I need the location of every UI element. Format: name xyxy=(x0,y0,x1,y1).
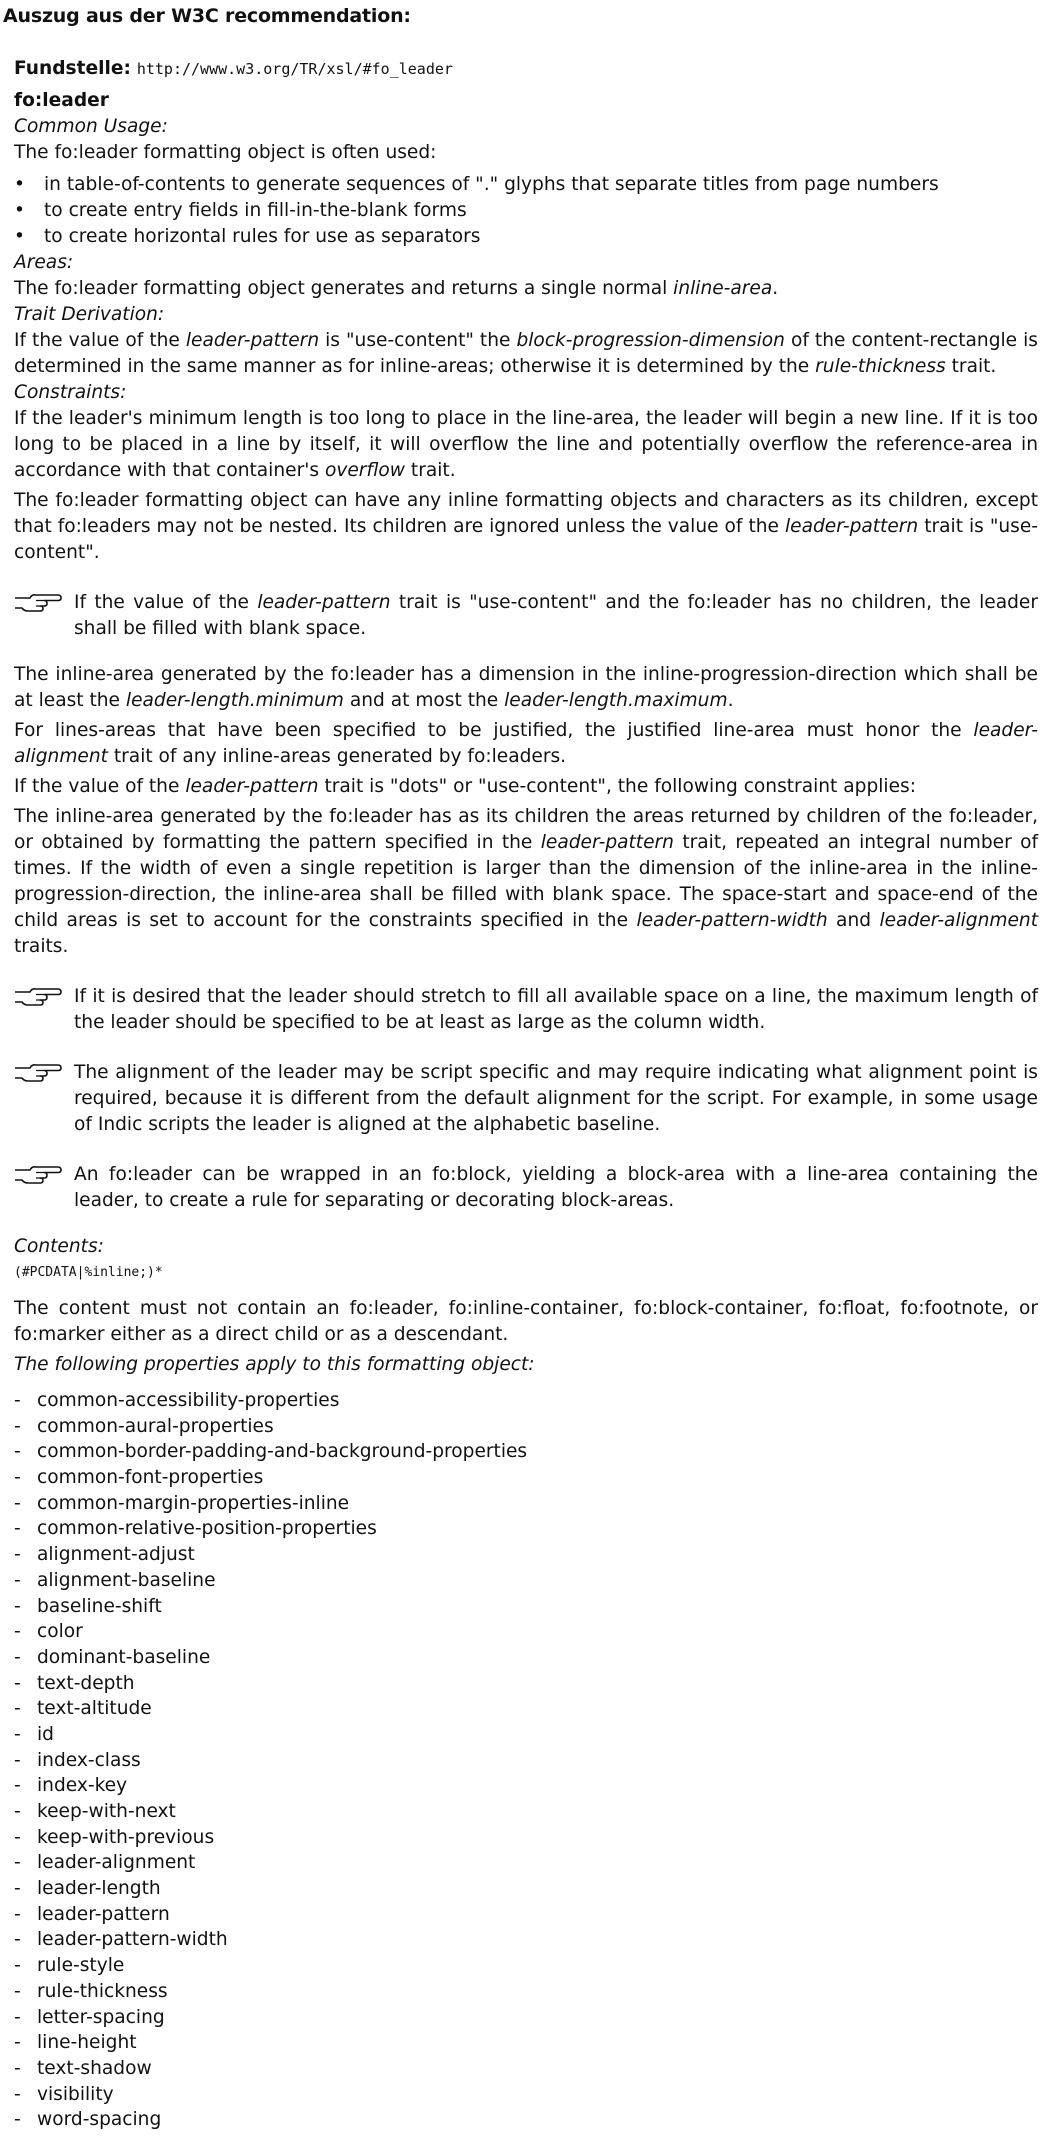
dash-icon: - xyxy=(14,2083,21,2105)
note-3: The alignment of the leader may be script specific and may require indicating what alignment point is required, because it is different from the default alignment for the script. For example, in some usage of Indic scripts the leader is aligned at the alphabetic baseline. xyxy=(14,1060,1038,1138)
dash-icon: - xyxy=(14,2006,21,2028)
dash-icon: - xyxy=(14,1852,21,1874)
constraints-paragraph-4: For lines-areas that have been specified to be justified, the justified line-area must honor the leader-alignment trait of any inline-areas generated by fo:leaders. xyxy=(14,720,1038,767)
source-line xyxy=(14,56,1038,82)
property-item xyxy=(14,1568,1038,1594)
property-item xyxy=(14,1645,1038,1671)
contents-model: (#PCDATA|%inline;)* xyxy=(14,1265,163,1280)
property-item xyxy=(14,1902,1038,1928)
property-name: common-border-padding-and-background-properties xyxy=(37,1441,528,1463)
property-name: id xyxy=(37,1723,54,1745)
property-name: alignment-adjust xyxy=(37,1544,195,1566)
property-name: index-key xyxy=(37,1775,128,1797)
property-item xyxy=(14,2005,1038,2031)
property-name: common-relative-position-properties xyxy=(37,1518,377,1540)
property-name: dominant-baseline xyxy=(37,1646,211,1668)
common-usage-list xyxy=(14,172,1038,250)
property-name: keep-with-previous xyxy=(37,1826,215,1848)
property-name: baseline-shift xyxy=(37,1595,162,1617)
source-url: http://www.w3.org/TR/xsl/#fo_leader xyxy=(136,60,453,78)
property-item xyxy=(14,1748,1038,1774)
dash-icon: - xyxy=(14,1775,21,1797)
areas-text: The fo:leader formatting object generates and returns a single normal inline-area. xyxy=(14,278,779,299)
dash-icon: - xyxy=(14,2109,21,2131)
note-2: If it is desired that the leader should stretch to fill all available space on a line, the maximum length of the leader should be specified to be at least as large as the column width. xyxy=(14,984,1038,1036)
property-name: word-spacing xyxy=(37,2109,162,2131)
page-heading: Auszug aus der W3C recommendation: xyxy=(3,5,411,27)
property-item xyxy=(14,1953,1038,1979)
dash-icon: - xyxy=(14,1646,21,1668)
contents-label: Contents: xyxy=(14,1236,104,1257)
list-item: • to create horizontal rules for use as separators xyxy=(14,224,1038,250)
property-item xyxy=(14,1876,1038,1902)
property-item xyxy=(14,1388,1038,1414)
pointing-hand-icon xyxy=(14,986,62,1008)
common-usage-label: Common Usage: xyxy=(14,116,168,137)
property-name: keep-with-next xyxy=(37,1801,176,1822)
trait-derivation-text: If the value of the leader-pattern is "use-content" the block-progression-dimension of the content-rectangle is determined in the same manner as for inline-areas; otherwise it is determined by the rule-thickness trait. xyxy=(14,330,1038,377)
property-name: alignment-baseline xyxy=(37,1569,216,1591)
constraints-paragraph-1: If the leader's minimum length is too long to place in the line-area, the leader will begin a new line. If it is too long to be placed in a line by itself, it will overflow the line and potentially overflow the reference-area in accordance with that container's overflow trait. xyxy=(14,408,1038,481)
bullet-icon: • xyxy=(14,200,25,221)
property-item xyxy=(14,2056,1038,2082)
pointing-hand-icon xyxy=(14,1062,62,1084)
dash-icon: - xyxy=(14,1723,21,1745)
property-name: common-accessibility-properties xyxy=(37,1390,340,1411)
dash-icon: - xyxy=(14,1826,21,1848)
pointing-hand-icon xyxy=(14,592,62,614)
dash-icon: - xyxy=(14,1749,21,1771)
property-item xyxy=(14,2107,1038,2133)
property-item xyxy=(14,1696,1038,1722)
document-body xyxy=(14,56,1038,2133)
dash-icon: - xyxy=(14,1518,21,1540)
dash-icon: - xyxy=(14,1492,21,1514)
property-item xyxy=(14,2082,1038,2108)
property-name: text-altitude xyxy=(37,1698,152,1720)
property-item xyxy=(14,1773,1038,1799)
property-item xyxy=(14,1850,1038,1876)
dash-icon: - xyxy=(14,1672,21,1694)
constraints-paragraph-5: If the value of the leader-pattern trait is "dots" or "use-content", the following constraint applies: xyxy=(14,776,916,797)
property-name: text-depth xyxy=(37,1672,135,1694)
dash-icon: - xyxy=(14,1569,21,1591)
property-item xyxy=(14,1722,1038,1748)
trait-derivation-label: Trait Derivation: xyxy=(14,304,165,325)
contents-text: The content must not contain an fo:leader, fo:inline-container, fo:block-container, fo:float, fo:footnote, or fo:marker either as a direct child or as a descendant. xyxy=(14,1298,1038,1345)
dash-icon: - xyxy=(14,1621,21,1643)
property-name: letter-spacing xyxy=(37,2006,165,2028)
dash-icon: - xyxy=(14,1595,21,1617)
property-name: line-height xyxy=(37,2032,137,2054)
constraints-paragraph-2: The fo:leader formatting object can have any inline formatting objects and characters as its children, except that fo:leaders may not be nested. Its children are ignored unless the value of the leader-pattern trait is "use-content". xyxy=(14,490,1039,563)
dash-icon: - xyxy=(14,1801,21,1822)
property-name: common-aural-properties xyxy=(37,1415,274,1437)
dash-icon: - xyxy=(14,1980,21,2002)
property-item xyxy=(14,1979,1038,2005)
note-1: If the value of the leader-pattern trait is "use-content" and the fo:leader has no children, the leader shall be filled with blank space. xyxy=(14,590,1038,642)
property-name: index-class xyxy=(37,1749,141,1771)
property-name: leader-pattern-width xyxy=(37,1929,228,1951)
constraints-paragraph-3: The inline-area generated by the fo:leader has a dimension in the inline-progression-direction which shall be at least the leader-length.minimum and at most the leader-length.maximum. xyxy=(14,664,1038,711)
dash-icon: - xyxy=(14,1544,21,1566)
property-item xyxy=(14,1491,1038,1517)
property-item xyxy=(14,1671,1038,1697)
property-item xyxy=(14,1594,1038,1620)
dash-icon: - xyxy=(14,1878,21,1900)
property-name: visibility xyxy=(37,2083,114,2105)
property-name: common-font-properties xyxy=(37,1467,264,1489)
dash-icon: - xyxy=(14,2057,21,2079)
source-label: Fundstelle: xyxy=(14,58,131,79)
dash-icon: - xyxy=(14,1929,21,1951)
note-4: An fo:leader can be wrapped in an fo:block, yielding a block-area with a line-area containing the leader, to create a rule for separating or decorating block-areas. xyxy=(14,1162,1038,1214)
constraints-paragraph-6: The inline-area generated by the fo:leader has as its children the areas returned by children of the fo:leader, or obtained by formatting the pattern specified in the leader-pattern trait, repeated an integral number of times. If the width of even a single repetition is larger than the dimension of the inline-area in the inline-progression-direction, the inline-area shall be filled with blank space. The space-start and space-end of the child areas is set to account for the constraints specified in the leader-pattern-width and leader-alignment traits. xyxy=(14,806,1038,957)
properties-list xyxy=(14,1388,1038,2133)
bullet-icon: • xyxy=(14,226,25,247)
property-name: leader-pattern xyxy=(37,1903,170,1925)
property-name: leader-length xyxy=(37,1878,161,1900)
property-item xyxy=(14,1799,1038,1825)
property-item xyxy=(14,1465,1038,1491)
property-name: rule-style xyxy=(37,1955,125,1977)
property-name: common-margin-properties-inline xyxy=(37,1492,350,1514)
dash-icon: - xyxy=(14,1698,21,1720)
pointing-hand-icon xyxy=(14,1164,62,1186)
list-item: • to create entry fields in fill-in-the-blank forms xyxy=(14,198,1038,224)
property-item xyxy=(14,1516,1038,1542)
property-item xyxy=(14,1619,1038,1645)
property-item xyxy=(14,1414,1038,1440)
property-item xyxy=(14,1927,1038,1953)
property-name: leader-alignment xyxy=(37,1852,196,1874)
property-name: color xyxy=(37,1621,83,1643)
dash-icon: - xyxy=(14,1415,21,1437)
list-item: • in table-of-contents to generate sequences of "." glyphs that separate titles from page numbers xyxy=(14,172,1038,198)
dash-icon: - xyxy=(14,2032,21,2054)
constraints-label: Constraints: xyxy=(14,382,127,403)
dash-icon: - xyxy=(14,1903,21,1925)
property-name: rule-thickness xyxy=(37,1980,168,2002)
dash-icon: - xyxy=(14,1441,21,1463)
common-usage-intro: The fo:leader formatting object is often used: xyxy=(14,142,437,163)
property-item xyxy=(14,1542,1038,1568)
dash-icon: - xyxy=(14,1467,21,1489)
object-name: fo:leader xyxy=(14,90,109,111)
dash-icon: - xyxy=(14,1955,21,1977)
property-name: text-shadow xyxy=(37,2057,152,2079)
bullet-icon: • xyxy=(14,174,25,195)
property-item xyxy=(14,2030,1038,2056)
areas-label: Areas: xyxy=(14,252,74,273)
dash-icon: - xyxy=(14,1390,21,1411)
properties-label: The following properties apply to this formatting object: xyxy=(14,1354,535,1375)
property-item xyxy=(14,1439,1038,1465)
property-item xyxy=(14,1825,1038,1851)
